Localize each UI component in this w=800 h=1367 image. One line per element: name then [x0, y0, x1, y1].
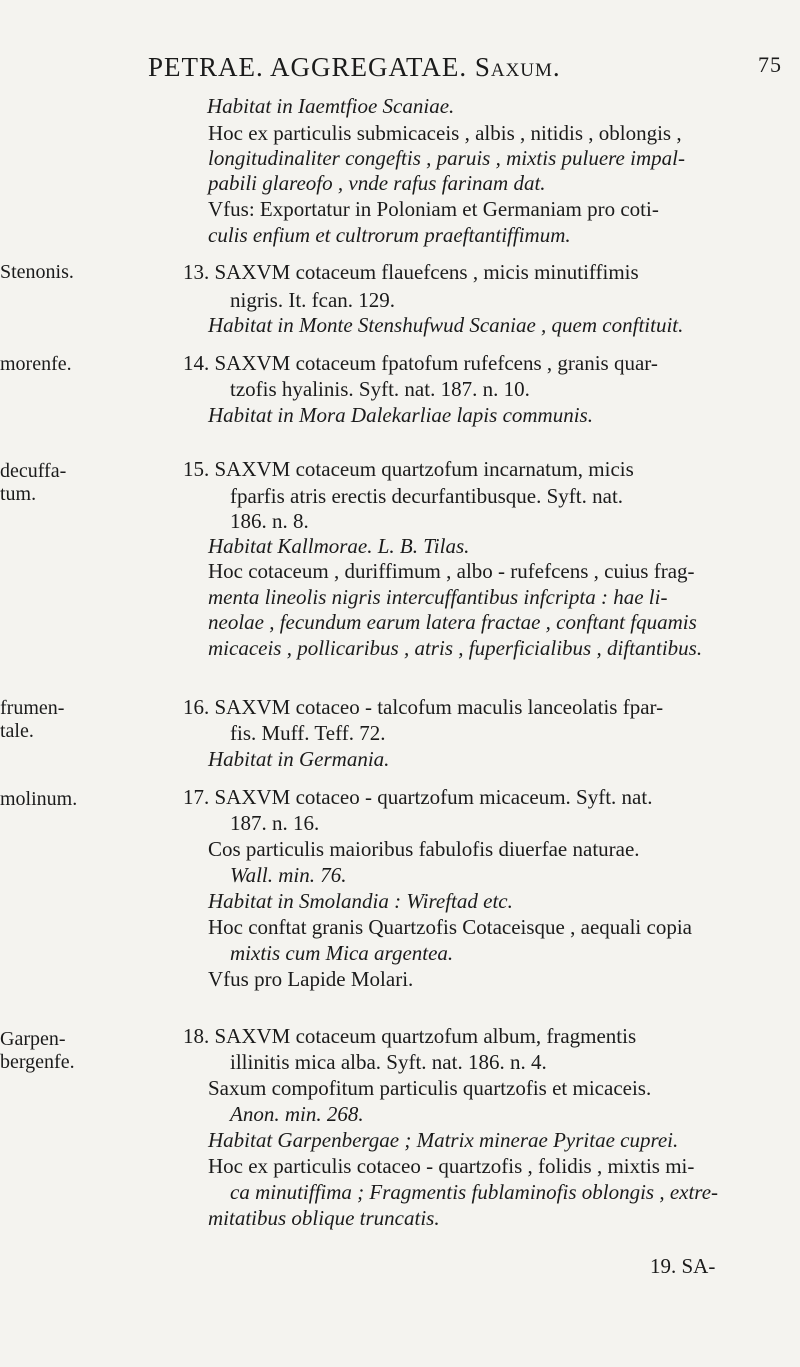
entry-line: illinitis mica alba. Syft. nat. 186. n. 4. [230, 1050, 547, 1074]
catchword: 19. SA- [650, 1254, 716, 1278]
entry-line: Vfus pro Lapide Molari. [208, 967, 414, 991]
margin-label: Garpen- [0, 1028, 66, 1050]
entry-line: menta lineolis nigris intercuffantibus infcripta : hae li- [208, 585, 668, 609]
entry-line: fparfis atris erectis decurfantibusque. Syft. nat. [230, 484, 624, 508]
margin-label: tale. [0, 720, 34, 742]
entry-line: Habitat Garpenbergae ; Matrix minerae Pyritae cuprei. [208, 1128, 679, 1152]
entry-line: Cos particulis maioribus fabulofis diuerfae naturae. [208, 837, 640, 861]
entry-line: 17. SAXVM cotaceo - quartzofum micaceum. Syft. nat. [183, 785, 653, 809]
entry-line: mixtis cum Mica argentea. [230, 941, 454, 965]
margin-label: frumen- [0, 697, 65, 719]
entry-line: Anon. min. 268. [230, 1102, 364, 1126]
entry-line: longitudinaliter congeftis , paruis , mixtis puluere impal- [208, 146, 685, 170]
entry-line: micaceis , pollicaribus , atris , fuperficialibus , diftantibus. [208, 636, 703, 660]
running-title: PETRAE. AGGREGATAE. Saxum. [148, 52, 561, 82]
entry-line: neolae , fecundum earum latera fractae , conftant fquamis [208, 610, 697, 634]
margin-label: molinum. [0, 788, 78, 810]
entry-line: pabili glareofo , vnde rafus farinam dat. [208, 171, 546, 195]
entry-line: Saxum compofitum particulis quartzofis et micaceis. [208, 1076, 652, 1100]
entry-line: Hoc ex particulis submicaceis , albis , nitidis , oblongis , [208, 121, 682, 145]
entry-line: 15. SAXVM cotaceum quartzofum incarnatum, micis [183, 457, 634, 481]
entry-line: Hoc ex particulis cotaceo - quartzofis , folidis , mixtis mi- [208, 1154, 695, 1178]
entry-line: Habitat in Iaemtfioe Scaniae. [207, 94, 455, 118]
entry-line: Hoc cotaceum , duriffimum , albo - rufefcens , cuius frag- [208, 559, 695, 583]
entry-line: mitatibus oblique truncatis. [208, 1206, 440, 1230]
entry-line: Habitat in Smolandia : Wireftad etc. [208, 889, 513, 913]
entry-line: Wall. min. 76. [230, 863, 347, 887]
entry-line: nigris. It. fcan. 129. [230, 288, 396, 312]
entry-line: 16. SAXVM cotaceo - talcofum maculis lanceolatis fpar- [183, 695, 664, 719]
margin-label: morenfe. [0, 353, 72, 375]
page-number: 75 [758, 52, 782, 77]
entry-line: tzofis hyalinis. Syft. nat. 187. n. 10. [230, 377, 530, 401]
entry-line: Habitat in Germania. [208, 747, 390, 771]
entry-line: Vfus: Exportatur in Poloniam et Germaniam pro coti- [208, 197, 659, 221]
entry-line: 186. n. 8. [230, 509, 309, 533]
entry-line: 18. SAXVM cotaceum quartzofum album, fragmentis [183, 1024, 637, 1048]
entry-line: Habitat Kallmorae. L. B. Tilas. [208, 534, 470, 558]
entry-line: Habitat in Mora Dalekarliae lapis communis. [208, 403, 593, 427]
page-header [148, 52, 788, 83]
margin-label: decuffa- [0, 460, 67, 482]
margin-label: bergenfe. [0, 1051, 75, 1073]
margin-label: tum. [0, 483, 37, 505]
margin-label: Stenonis. [0, 261, 74, 283]
entry-line: culis enfium et cultrorum praeftantiffimum. [208, 223, 571, 247]
entry-line: 14. SAXVM cotaceum fpatofum rufefcens , granis quar- [183, 351, 658, 375]
entry-line: Hoc conftat granis Quartzofis Cotaceisque , aequali copia [208, 915, 692, 939]
entry-line: fis. Muff. Teff. 72. [230, 721, 386, 745]
entry-line: Habitat in Monte Stenshufwud Scaniae , quem conftituit. [208, 313, 684, 337]
entry-line: 13. SAXVM cotaceum flauefcens , micis minutiffimis [183, 260, 639, 284]
entry-line: 187. n. 16. [230, 811, 320, 835]
entry-line: ca minutiffima ; Fragmentis fublaminofis oblongis , extre- [230, 1180, 719, 1204]
